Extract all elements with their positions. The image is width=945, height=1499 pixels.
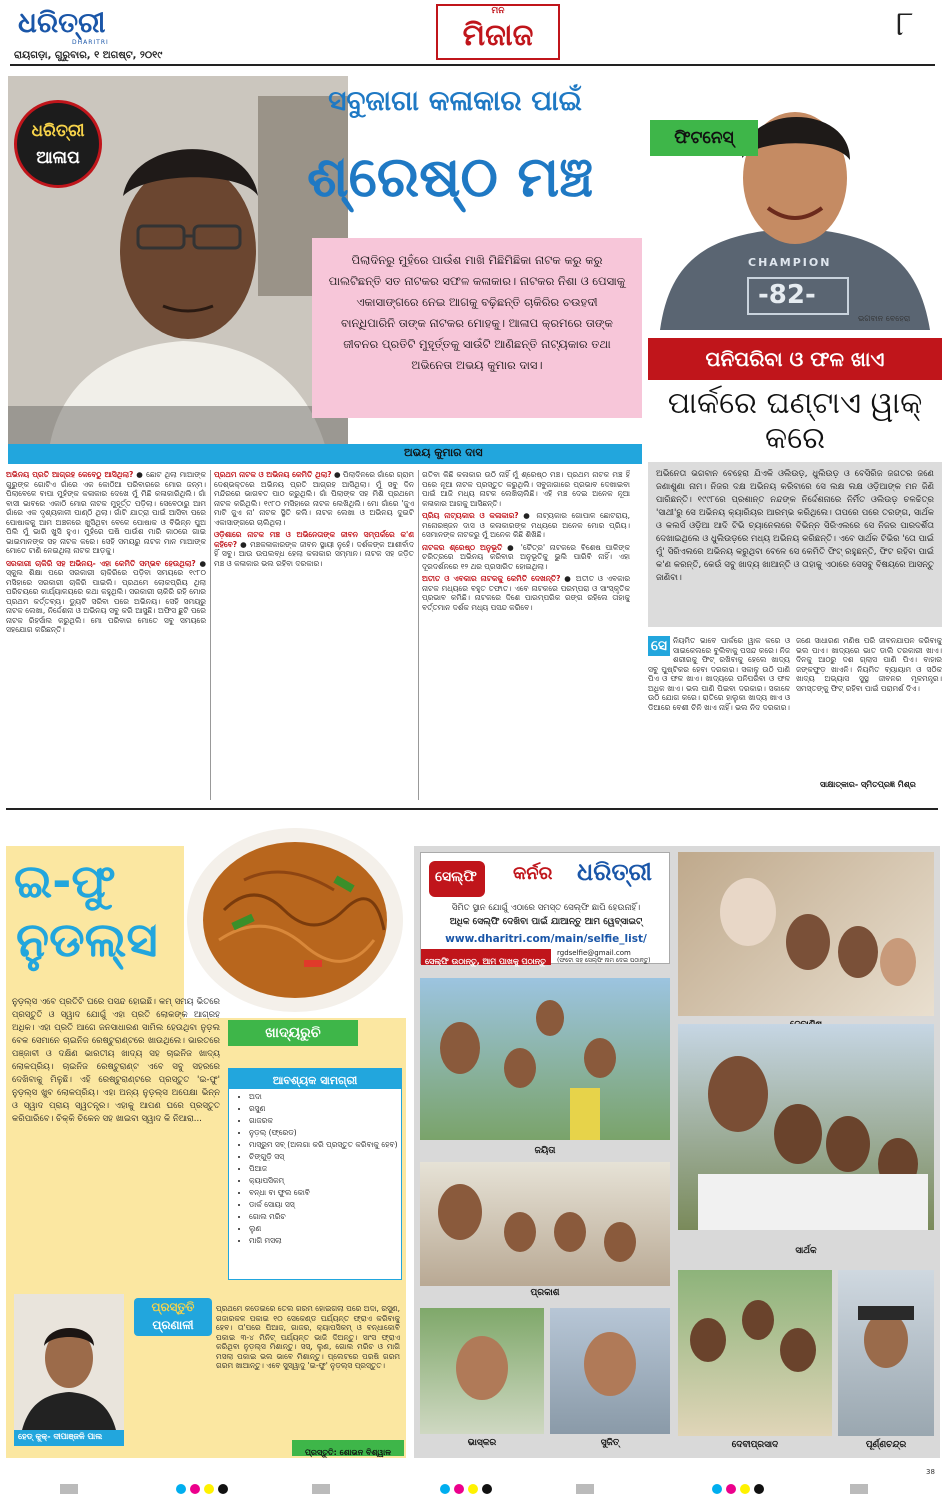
selfie-line-1: ସିମିତ ସ୍ଥାନ ଯୋଗୁଁ ଏଠାରେ ସମସ୍ତ ସେଲ୍ଫି ଛାପି ହେଉନାହିଁ। (451, 903, 641, 913)
registration-dot (712, 1484, 722, 1494)
ingredient-item: • ଗାଜରକ (249, 1115, 401, 1127)
qa-1 (6, 470, 206, 556)
logo (18, 6, 138, 44)
selfie-caption-3: ସାର୍ଥକ (795, 1246, 817, 1256)
registration-dot (176, 1484, 186, 1494)
recipe-title-1: ଇ-ଫୁ (14, 854, 116, 908)
fitness-badge-text: ଫିଟନେସ୍ (674, 128, 734, 148)
selfie-red-bar (421, 949, 551, 965)
recipe-body-text: ନୁଡ଼ଲ୍ସ ଏବେ ପ୍ରତିଟି ଘରେ ପସନ୍ଦ ହୋଇଛି। କମ୍ ସମୟ ଭିତରେ ପ୍ରସ୍ତୁତି ଓ ସ୍ୱାଦ ଯୋଗୁଁ ଏହା ପ୍ରତି ଲୋକଙ୍କ ଆଗ୍ରହ ଅଧିକ। ଏହା ପ୍ରତି ଆଗେ ଜନସାଧାରଣ ସାମିଲ ହେଉଥିବା ନୁଡ଼ଲ ବେକ ସେମାନେ ଚାଇନିଜ ରେଷ୍ଟୁରାଣ୍ଟରେ ଖାଉଥିଲେ। ଭାରତରେ ପଞ୍ଜାବୀ ଓ ଦକ୍ଷିଣ ଭାରତୀୟ ଖାଦ୍ୟ ସହ ଚାଇନିଜ ଖାଦ୍ୟ ଲୋକପ୍ରିୟ। ଚାଇନିଜ ରେଷ୍ଟୁରାଣ୍ଟ ଏବେ ସବୁ ସହରରେ ଦେଖିବାକୁ ମିଳୁଛି। ଏହି ରେଷ୍ଟୁରାଣ୍ଟରେ ପ୍ରସ୍ତୁତ 'ଇ-ଫୁ' ନୁଡ଼ଲ୍ସ ଖୁବ ଲୋକପ୍ରିୟ। ଏହା ଅନ୍ୟ ନୁଡ଼ଲ୍ସ ଅପେକ୍ଷା ଭିନ୍ନ ଓ ସ୍ୱାଦ ପ୍ରାୟ ସ୍ୱତନ୍ତ୍ର। ଏହାକୁ ଆପଣ ଘରେ ପ୍ରସ୍ତୁତ କରିପାରିବେ। ଚିକ୍କି ଚିକେନ ସହ ଖାଇବା ସ୍ୱାଦ କି ନିଆରା... (12, 997, 220, 1124)
selfie-photo-5 (420, 1308, 544, 1434)
ingredient-item: • କ୍ୟାପସିକମ୍ (249, 1175, 401, 1187)
selfie-banner-mid: କର୍ନର (513, 863, 553, 884)
registration-dot (482, 1484, 492, 1494)
selfie-illustration (838, 1270, 934, 1436)
answer-2: ● ସ୍କୁଲ ଶିକ୍ଷା ପରେ ସରକାରୀ ଚାକିରିରେ ପଡ଼ିବା ସମୟରେ ୧୯୮୦ ମସିହାରେ ସରକାରୀ ଚାକିରି ପାଇଲି। ପ୍ରଥମେ ଲୋକପ୍ରିୟ ଥିଲା ପରିଚୟରେ କାର୍ଯ୍ୟାଳୟରେ କଥା କହୁଥିଲି। ସରକାରୀ ଚାକିରି ରହି ମୋର ପ୍ରଥମ କର୍ତ୍ତବ୍ୟ। ଡ୍ୟୁଟି ସରିବା ପରେ ଅଭିନୟ। ସେହି ସମୟରୁ ନାଟକ ଲେଖା, ନିର୍ଦ୍ଦେଶନା ଓ ଅଭିନୟ ସବୁ କରି ଆସୁଛି। ଅଫିସ ଛୁଟି ପରେ ନାଟକ ରିହର୍ସାଲ କରୁଥିଲି। ମୋ ପରିବାର ମୋତେ ସବୁ ସମୟରେ ସହଯୋଗ କରିଛନ୍ତି। (6, 558, 206, 634)
interview-headline-main: ଶ୍ରେଷ୍ଠ ମଞ୍ଚ (306, 145, 593, 210)
recipe-credit-bar (292, 1440, 404, 1456)
print-mark (312, 1484, 330, 1494)
name-caption-bar (8, 444, 642, 464)
ingredient-item: • ଡାର୍କ ସୋୟା ସସ୍ (249, 1199, 401, 1211)
masthead-rule (10, 64, 935, 66)
fitness-body-b-text: ଜଣେ ସାଧାରଣ ମଣିଷ ପରି ଜୀବନଯାପନ କରିବାକୁ ଭଲ ପାଏ। ଖାଦ୍ୟରେ ଭାତ ଡାଲି ତରକାରୀ ଖାଏ। ଦିନକୁ ଆଠରୁ ଦଶ ଗ୍ଲାସ ପାଣି ପିଏ। ବାହାର ଜଙ୍କଫୁଡ଼ ଖାଏନି। ନିୟମିତ ବ୍ୟାୟାମ ଓ ସଠିକ ଖାଦ୍ୟ ଅଭ୍ୟାସ ସୁସ୍ଥ ଜୀବନର ମୂଳମନ୍ତ୍ର। ସମସ୍ତଙ୍କୁ ଫିଟ୍ ରହିବା ପାଇଁ ପରାମର୍ଶ ଦିଏ। (796, 636, 942, 693)
ingredient-item: • ଗୋଲ ମରିଚ (249, 1211, 401, 1223)
registration-dot (440, 1484, 450, 1494)
noodles-illustration (184, 820, 406, 1018)
print-mark (850, 1484, 868, 1494)
question-6: ପ୍ରିୟ ନାଟ୍ୟକାର ଓ କଳାକାର? (422, 511, 519, 520)
selfie-banner-box (420, 852, 670, 964)
alap-badge (14, 100, 102, 188)
shirt-text: CHAMPION (748, 256, 832, 269)
recipe-body (12, 996, 220, 1282)
fitness-headline-2: ପାର୍କରେ ଘଣ୍ଟାଏ ୱାକ୍ କରେ (667, 386, 923, 456)
group-selfie-illustration (420, 978, 670, 1140)
ingredient-item: • ନୁଡ଼ଲ୍ (ଫ୍ରେଡ) (249, 1127, 401, 1139)
selfie-caption-5: ଭାସ୍କର (467, 1438, 497, 1448)
selfie-banner-left: ସେଲ୍ଫି (435, 869, 477, 885)
section-small: ମନ (491, 6, 505, 16)
ingredients-list (229, 1089, 401, 1247)
recipe-tag-text: ଖାଦ୍ୟରୁଚି (265, 1025, 321, 1041)
column-divider (418, 470, 419, 800)
question-3: ପ୍ରଥମ ନାଟକ ଓ ଅଭିନୟ କେମିତି ଥିଲା? (214, 470, 332, 479)
answer-4: ● ମଞ୍ଚକଳାକାରଙ୍କ ଜୀବନ ସ୍ଥାୟୀ ନୁହେଁ। ଦର୍ଶକଙ୍କ ଆଶୀର୍ବାଦ ହିଁ ସବୁ। ଆଉ ଉପଲବ୍ଧ ହେଲା କଳାକାର ସମ୍ମାନ। ନାଟକ ସହ ଜଡ଼ିତ ମଞ୍ଚ ଓ କଳାକାର ଭଲ ରହିବା ଦରକାର। (214, 539, 414, 568)
registration-dot (218, 1484, 228, 1494)
noodles-photo (184, 820, 406, 1018)
fitness-intro: ଅଭିନେତା ଭଗବାନ ବେହେରା ଯିଏକି ଓଲିଉଡ଼, ଧୁଲିଉଡ଼ ଓ ବେସିରିଜ ଜଗତର ଜଣେ ଜଣାଶୁଣା ନାମ। ନିଜର ଦକ୍ଷ ଅଭିନୟ କରିବାରେ ସେ ଲକ୍ଷ ଲକ୍ଷ ଓଡ଼ିଆଙ୍କ ମନ ଜିଣି ପାରିଛନ୍ତି। ୧୯୯୮ରେ ପ୍ରଶାନ୍ତ ନନ୍ଦଙ୍କ ନିର୍ଦ୍ଦେଶନାରେ ନିର୍ମିତ ଓଲିଉଡ଼ ଚଳଚ୍ଚିତ୍ର 'ସାଥୀ'ରୁ ସେ ଅଭିନୟ କ୍ୟାରିୟର ଆରମ୍ଭ କରିଥିଲେ। ତାପରେ ପରେ ତରଙ୍ଗ, ସାର୍ଥକ ଓ କଲର୍ସ ଓଡ଼ିଆ ଆଦି ଟିଭି ଚ୍ୟାନେଲରେ ବିଭିନ୍ନ ସିରିଏଲରେ ସେ ନିଜର ପାରଦର୍ଶିତା ଦେଖାଇଥିଲେ ଓ ଧୁଲିଉଡ଼ରେ ମଧ୍ୟ ଅଭିନୟ କରିଛନ୍ତି। ଏବେ ସାର୍ଥକ ଟିଭିର 'ତୋ ପାଇଁ ମୁଁ' ସିରିଏଲରେ ଅଭିନୟ କରୁଥିବା ବେଳେ ସେ କେମିତି ଫିଟ୍ ରହୁଛନ୍ତି, ଫିଟ ରହିବା ପାଇଁ କ'ଣ କରନ୍ତି, କେଉଁ ସବୁ ଖାଦ୍ୟ ଖାଆନ୍ତି ଓ ତାହାକୁ ଏଠାରେ ସେସବୁ ବିଷୟରେ ଆସନ୍ତୁ ଜାଣିବା। (656, 469, 934, 583)
selfie-illustration (550, 1308, 670, 1434)
recipe-title-2: ନୁଡଲ୍ସ (16, 912, 158, 968)
group-selfie-illustration (420, 1162, 670, 1286)
selfie-photo-4 (420, 1162, 670, 1286)
selfie-email[interactable]: rgdselfie@gmail.com (557, 949, 631, 957)
qa-2 (6, 559, 206, 635)
interview-column-2 (214, 470, 414, 802)
group-selfie-illustration (678, 852, 934, 1016)
logo-subtext: DHARITRI (72, 39, 109, 46)
shirt-number: -82- (758, 280, 816, 310)
answer-5: ଗତିବା କିଛି କଳାକାର ଉଠି ନାହିଁ ମୁଁ ଶ୍ରେଷ୍ଠ ମଞ୍ଚ। ପ୍ରଥମ ନାଟକ ମଞ୍ଚ ହିଁ ପରେ ନୂଆ ନାଟକ ପ୍ରସ୍ତୁତ କରୁଥିଲି। ସବୁଜାଗାରେ ପ୍ରଭାବ ଦେଖାଇବା ପାଇଁ ଆଜି ମଧ୍ୟ ନାଟକ ଲେଖିଚାଲିଛି। ଏହି ମଞ୍ଚ ଦେଇ ଅନେକ ନୂଆ କଳାକାର ଆଗକୁ ଆସିଛନ୍ତି। (422, 470, 630, 508)
question-1: ଅଭିନୟ ପ୍ରତି ଆଗ୍ରହ କେବେଠୁ ଆସିଥିଲା? (6, 470, 134, 479)
section-rule (6, 808, 938, 810)
chef-illustration (14, 1294, 124, 1446)
fitness-headline-1: ପନିପରିବା ଓ ଫଳ ଖାଏ (705, 347, 885, 371)
fitness-headline-bar (648, 338, 942, 380)
fitness-body-b (796, 636, 942, 776)
fitness-badge (650, 120, 758, 156)
qa-6 (422, 511, 630, 540)
interview-intro-box (312, 238, 642, 418)
ingredients-title: ଆବଶ୍ୟକ ସାମଗ୍ରୀ (272, 1074, 358, 1087)
chef-photo (14, 1294, 124, 1446)
selfie-caption-4: ପ୍ରକାଶ (530, 1288, 560, 1298)
registration-dot (726, 1484, 736, 1494)
badge-line2: ଆଳାପ (36, 148, 80, 168)
process-title-2: ପ୍ରଣାଳୀ (152, 1318, 194, 1332)
section-title-box (436, 4, 560, 60)
dropcap-box: ସେ (648, 636, 670, 656)
fitness-photo-caption: ଭଗବାନ ବେହେରା (858, 314, 911, 323)
masthead (0, 0, 945, 70)
selfie-caption-6: ସୁଜିତ୍ (600, 1438, 620, 1448)
logo-text: ଧରିତ୍ରୀ (18, 6, 106, 39)
page-number: ୮ (896, 4, 914, 44)
recipe-tag (228, 1020, 358, 1046)
fitness-photo (650, 68, 940, 330)
selfie-photo-3 (678, 1024, 934, 1230)
badge-line1: ଧରିତ୍ରୀ (31, 121, 85, 141)
answer-8: ● ଅତୀତ ଓ ଏବକାର ନାଟକ ମଧ୍ୟରେ ବହୁତ ତଫାତ। ଏବେ ନାଟକରେ ପରମ୍ପରା ଓ ସାଂସ୍କୃତିକ ପ୍ରଭାବ କମିଛି। ନାଟକରେ ଦିଶେ ପାରମ୍ପରିକ ରଙ୍ଗ ରହିଲେ ତାହାକୁ ବର୍ତ୍ତମାନ ଦର୍ଶକ ମଧ୍ୟ ପସନ୍ଦ କରିବେ। (422, 574, 630, 612)
selfie-photo-1 (678, 852, 934, 1016)
selfie-photo-8 (838, 1270, 934, 1436)
fitness-credit: ସାକ୍ଷାତ୍କାର- ସ୍ମିତପ୍ରଜ୍ଞ ମିଶ୍ର (820, 780, 916, 789)
answer-6: ● ନାଟ୍ୟକାର ଗୋପାଳ ଛୋଟରାୟ, ମନୋରଞ୍ଜନ ଦାସ ଓ କଳାକାରଙ୍କ ମଧ୍ୟରେ ଅନେକ ମୋର ପ୍ରିୟ। ସେମାନଙ୍କ ନାଟକରୁ ମୁଁ ଅନେକ କିଛି ଶିଖିଛି। (422, 511, 630, 539)
registration-dot (740, 1484, 750, 1494)
answer-3: ● ପିଲାଦିନରେ ଗାଁରେ ଗ୍ରାମ ଦେଶ୍ଭକ୍ତରେ ଅଭିନୟ ପ୍ରତି ଆଗ୍ରହ ଆସିଥିଲା। ମୁଁ ସବୁ ଦିନ ମନ୍ଦିରରେ ଭାଗବତ ପାଠ କରୁଥିଲି। ଗାଁ ପିଲାଙ୍କ ସହ ମିଶି ପ୍ରଥମେ ନାଟକ କରିଥିଲି। ୧୯୮୦ ମସିହାରେ ନାଟକ ଲେଖିଥିଲି। ମୋ ଗାଁରେ 'ଜୁଏ ମାଟି ଜୁଏ ନା' ନାଟକ ସ୍ଥିତି କଲି। ନାଟକ ଲେଖା ଓ ଅଭିନୟ ଦୁଇଟି ଏକାସାଙ୍ଗରେ ଚାଲିଥିଲା। (214, 470, 414, 527)
process-title-1: ପ୍ରସ୍ତୁତି (151, 1300, 195, 1314)
question-4: ଓଡ଼ିଶାରେ ନାଟକ ମଞ୍ଚ ଓ ଅଭିନେତାଙ୍କ ଜୀବନ ସମ୍ପର୍କରେ କ'ଣ କହିବେ? (214, 530, 414, 549)
recipe-process (132, 1304, 400, 1434)
interview-column-1 (6, 470, 206, 802)
fitness-body-a-text: ନିୟମିତ ଭାବେ ପାର୍କରେ ୱାକ କରେ ଓ ସାଇକେଲରେ ବୁଲିବାକୁ ପସନ୍ଦ କରେ। ନିଜ ଶରୀରକୁ ଫିଟ୍ ରଖିବାକୁ ହେଲେ ଖାଦ୍ୟ ସବୁ ପୁଷ୍ଟିକର ହେବା ଦରକାର। ସକାଳୁ ଉଠି ପାଣି ପିଏ ଓ ଫଳ ଖାଏ। ଖାଦ୍ୟରେ ପନିପରିବା ଓ ଫଳ ଅଧିକ ଖାଏ। ଭଲ ପାଣି ପିଇବା ଦରକାର। ସକାଳେ ଉଠି ଯୋଗ କରେ। ରାତିରେ ହାଲୁକା ଖାଦ୍ୟ ଖାଏ ଓ ଡିଆରେ ବେଶୀ ଚିନି ଖାଏ ନାହିଁ। ଭଲ ନିଦ ଦରକାର। (648, 636, 790, 712)
recipe-credit: ପ୍ରସ୍ତୁତି: ଶୋଭନ ବିଶ୍ୱାଳ (304, 1448, 392, 1457)
recipe-process-text: ପ୍ରଥମେ କଡେଇରେ ତେଲ ଗରମ ହୋଇଗଲା ପରେ ଅଦା, ରସୁଣ, ଗଜାରକଳ ପକାଇ ୧୦ ସେକେଣ୍ଡ ପର୍ଯ୍ୟନ୍ତ ଫ୍ରାଏ କରିବାକୁ ହେବ। ତା'ପରେ ପିଆଜ, ଗାଜର, କ୍ୟାପସିକମ୍ ଓ ବନ୍ଧାକୋବି ପକାଇ ୩-୪ ମିନିଟ୍ ପର୍ଯ୍ୟନ୍ତ ଭାଜି ଦିଅନ୍ତୁ। ସାଂସ ଫ୍ରାଏ କରିଥିବା ନୁଡ଼ଲ୍ସ ମିଶାନ୍ତୁ। ସସ୍, ଲୁଣ, ଗୋଲ ମରିଚ ଓ ମାଗି ମସଲା ପକାଇ ଭଲ ଭାବେ ମିଶାନ୍ତୁ। ପ୍ଲେଟରେ ପରଷି ଗରମ ଗରମ ଖାଆନ୍ତୁ। ଏବେ ସୁସ୍ୱାଦୁ 'ଇ-ଫୁ' ନୁଡ଼ଲ୍ସ ପ୍ରସ୍ତୁତ। (216, 1304, 400, 1370)
selfie-photo-7 (678, 1270, 832, 1436)
registration-dot (454, 1484, 464, 1494)
phone-icon (429, 861, 485, 897)
ingredient-item: • ରସୁଣ (249, 1103, 401, 1115)
chef-caption: ହେଡ୍ କୁକ୍- ଦୀପାଞ୍ଜଳି ପାଲ (18, 1432, 103, 1441)
ingredient-item: • ପିଆଜ (249, 1163, 401, 1175)
fitness-body-a (648, 636, 790, 786)
selfie-caption-8: ପୂର୍ଣ୍ଣଚନ୍ଦ୍ର (865, 1440, 907, 1450)
question-8: ଅତୀତ ଓ ଏବକାର ନାଟକକୁ କେମିତି ଦେଖନ୍ତି? (422, 574, 561, 583)
ingredient-item: • ଚିଙ୍ଗୁଡ଼ି ସସ୍ (249, 1151, 401, 1163)
footer-page-number: 38 (926, 1468, 935, 1476)
name-caption: ଅଭୟ କୁମାର ଦାସ (404, 446, 483, 459)
print-mark (60, 1484, 78, 1494)
qa-5 (422, 470, 630, 508)
answer-7: ● 'ଚୈତ୍ର' ନାଟକରେ ବିଶେଷ ପାଳିଙ୍କ ଚରିତ୍ରରେ ଅଭିନୟ କରିବାର ଅନୁଭୂତିକୁ ଭୁଲି ପାରିବି ନାହିଁ। ଏହା ଦୂରଦର୍ଶନରେ ୧୨ ଥର ପ୍ରସାରିତ ହୋଇଥିଲା। (422, 542, 630, 571)
ingredient-item: • ଲୁଣ (249, 1223, 401, 1235)
qa-7 (422, 543, 630, 572)
selfie-illustration (420, 1308, 544, 1434)
question-2: ସରକାରୀ ଚାକିରି ସହ ଅଭିନୟ- ଏହା କେମିତି ସମ୍ଭବ ହେଉଥିଲା? (6, 558, 196, 568)
column-divider (210, 470, 211, 800)
qa-3 (214, 470, 414, 527)
selfie-email-note: (ଫଟୋ ସହ ସେଲ୍ଫି ନାମ ଦେଇ ପଠାନ୍ତୁ) (557, 957, 651, 964)
qa-4 (214, 530, 414, 568)
ingredient-item: • ମାସ୍ରୁମ ସବ୍ (ଅଲଗା କରି ପ୍ରସ୍ତୁତ କରିବାକୁ ହେବ) (249, 1139, 401, 1151)
registration-dot (468, 1484, 478, 1494)
ingredient-item: • ଅଦା (249, 1091, 401, 1103)
interview-headline-top: ସବୁଜାଗା କଳାକାର ପାଇଁ (328, 84, 582, 117)
fitness-intro-box (648, 462, 942, 627)
selfie-banner-right: ଧରିତ୍ରୀ (577, 857, 652, 886)
interview-intro: ପିଲାଦିନରୁ ମୁହଁରେ ପାଉଁଶ ମାଖି ମିଛିମିଛିକା ନାଟକ କରୁ କରୁ ପାଲଟିଛନ୍ତି ସତ ନାଟକର ସଫଳ କଳାକାର। ନାଟକର ନିଶା ଓ ପେସାକୁ ଏକାସାଙ୍ଗରେ ନେଇ ଆଗକୁ ବଢ଼ିଛନ୍ତି ଚାକିରିର ଚଉହଦୀ ବାନ୍ଧିପାରିନି ତାଙ୍କ ନାଟକର ମୋହକୁ। ଆଳାପ କ୍ରମରେ ତାଙ୍କ ଜୀବନର ପ୍ରତିଟି ମୁହୂର୍ତ୍ତକୁ ସାଉଁଟି ଆଣିଛନ୍ତି ନାଟ୍ୟକାର ତଥା ଅଭିନେତା ଅଭୟ କୁମାର ଦାସ। (328, 253, 626, 372)
question-7: ନାଟକର ଶ୍ରେଷ୍ଠ ଅନୁଭୂତି (422, 542, 503, 552)
selfie-line-2: ଅଧିକ ସେଲ୍ଫି ଦେଖିବା ପାଇଁ ଯାଆନ୍ତୁ ଆମ ୱେବ୍ସାଇଟ୍ (449, 917, 643, 927)
selfie-caption-7: ଦେବୀପ୍ରସାଦ (731, 1440, 779, 1450)
selfie-photo-6 (550, 1308, 670, 1434)
print-mark (576, 1484, 594, 1494)
registration-dot (754, 1484, 764, 1494)
registration-dot (190, 1484, 200, 1494)
ingredient-item: • ମାଗି ମସଲା (249, 1235, 401, 1247)
interview-column-3 (422, 470, 630, 802)
section-title: ମିଜାଜ (462, 18, 534, 53)
selfie-caption-2: ଜୟିତା (534, 1146, 556, 1156)
selfie-photo-2 (420, 978, 670, 1140)
date-line: ରାୟଗଡ଼ା, ଗୁରୁବାର, ୧ ଅଗଷ୍ଟ, ୨୦୧୯ (14, 50, 163, 61)
selfie-red-bar-text: ସେଲ୍ଫି ଉଠାନ୍ତୁ, ଆମ ପାଖକୁ ପଠାନ୍ତୁ (425, 957, 546, 966)
qa-8 (422, 574, 630, 612)
ingredient-item: • ବନ୍ଧା ବା ଫୁଲ କୋବି (249, 1187, 401, 1199)
registration-dot (204, 1484, 214, 1494)
ingredients-box (228, 1068, 402, 1280)
selfie-url[interactable]: www.dharitri.com/main/selfie_list/ (445, 933, 647, 945)
group-selfie-illustration (678, 1024, 934, 1230)
answer-1: ● ଛୋଟ ଥିଲା ମାଆଙ୍କ ଗୁରୁଙ୍କ ଗୋଟିଏ ଗାଁରେ ଏକ କୋଠିଆ ପରିବାରରେ ମୋର ଜନ୍ମ। ପିଲାବେଳେ ବାପା ମୁହଁଙ୍କ କଳାକାର ଦେଖେ ମୁଁ ମିଛି କଳାକାରିଥିଲି। ଗାଁ ବାସୀ ଭାବରେ ଏକାଠି ମୋର ନାଟକ ମୁହୂର୍ତ୍ତ ପଡ଼ିଲା। ସେବେଠାରୁ ଆମ ଗାଁରେ ଏକ ଦୃଶ୍ୟକାଳୀ ପାଣ୍ଠି ଥିଲା। ଗାଁଟି ଯାତ୍ରା ପାଇଁ ଆସିବା ପରେ ପୋଷାକକୁ ଆମ ଅଞ୍ଚଳରେ ଖୁସିଥିବା ବେଳେ ପୋଷାକ ଓ ବିଭିନ୍ନ ପୁଅ ପିଲି ମୁଁ ଭାରି ଖୁସି ହୁଏ। ମୁହଁରେ ଘଷି ପାଉଁଶ ମାରି କାଠରେ ଗାଇ ଭାଇମାନଙ୍କ ସହ ନାଟକ କରେ। ସେହି ସମୟରୁ ନାଟକ ମାନ ମାଆଙ୍କ ମୋତେ ଟାଣି ନେଇଥିଲା ନାଟକ ଆଡ଼କୁ। (6, 470, 206, 555)
group-selfie-illustration (678, 1270, 832, 1436)
ingredients-title-bar (229, 1069, 401, 1089)
